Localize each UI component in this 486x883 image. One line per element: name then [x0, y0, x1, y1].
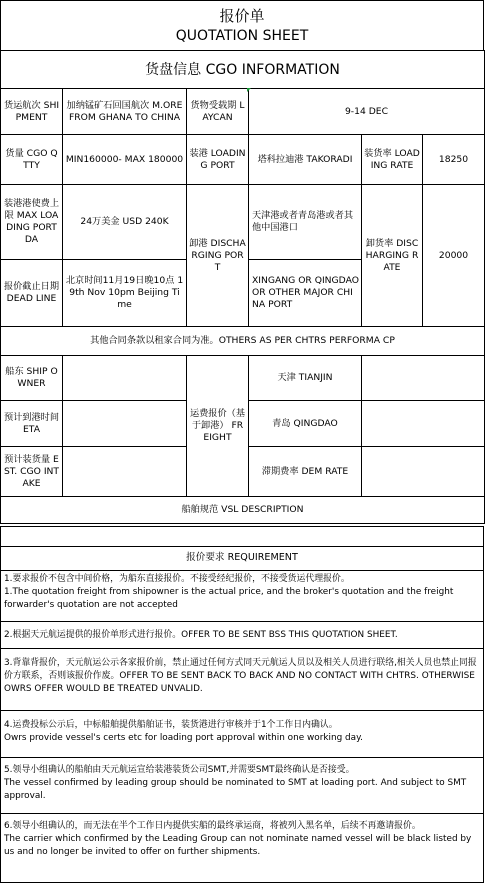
requirement-3: [0, 648, 484, 711]
port-da-value: 24万美金 USD 240K: [63, 185, 187, 260]
discharging-port-en: XINGANG OR QINGDAO OR OTHER MAJOR CHINA PORT: [249, 260, 362, 327]
deadline-label: 报价截止日期 DEAD LINE: [1, 260, 63, 327]
requirement-1: [0, 570, 484, 622]
discharging-rate-value: 20000: [423, 185, 485, 327]
loading-port-label: 装港 LOADING PORT: [187, 135, 249, 185]
discharging-port-cn: 天津港或者青岛港或者其他中国港口: [249, 185, 362, 260]
title-cn: 报价单: [219, 7, 265, 25]
dem-rate-value[interactable]: [362, 447, 485, 497]
shipment-label: 货运航次 SHIPMENT: [1, 89, 63, 135]
eta-value[interactable]: [63, 401, 187, 447]
tianjin-value[interactable]: [362, 356, 485, 401]
sheet-title: [0, 0, 484, 51]
qingdao-value[interactable]: [362, 401, 485, 447]
requirement-6: [0, 813, 484, 883]
requirement-4-en: Owrs provide vessel's certs etc for loading port approval within one working day.: [4, 733, 363, 743]
loading-rate-label: 装货率 LOADING RATE: [362, 135, 423, 185]
loading-rate-value: 18250: [423, 135, 485, 185]
title-en: QUOTATION SHEET: [175, 28, 309, 44]
requirement-4: [0, 710, 484, 758]
port-da-label: 装港港使费上限 MAX LOADING PORT DA: [1, 185, 63, 260]
requirement-1-cn: 1.要求报价不包含中间价格，为船东直接报价。不接受经纪报价，不接受货运代理报价。: [4, 574, 350, 584]
requirement-3-cn: 3.背靠背报价，天元航运公示各家报价前，禁止通过任何方式同天元航运人员以及相关人员进行联络,相关人员也禁止同报价方联系，否则该报价作废。OFFER TO BE SENT BACK TO BACK AND NO CONTACT WITH CHTRS. OTHERWISE OWRS OFFER WOULD BE TREATED UNVALID.: [4, 658, 477, 694]
requirement-6-en: The carrier which confirmed by the Leading Group can not nominate named vessel will be black listed by us and no longer be invited to offer on further shipments.: [4, 834, 472, 857]
requirement-2-cn: 2.根据天元航运提供的报价单形式进行报价。OFFER TO BE SENT BSS THIS QUOTATION SHEET.: [4, 630, 398, 640]
green-corner-marker: [247, 88, 251, 92]
discharging-rate-label: 卸货率 DISCHARGING RATE: [362, 185, 423, 327]
blank-row: [0, 526, 484, 547]
qtty-value: MIN160000- MAX 180000: [63, 135, 187, 185]
requirement-4-cn: 4.运费投标公示后，中标船舶提供船舶证书，装货港进行审核并于1个工作日内确认。: [4, 720, 338, 730]
qtty-label: 货量 CGO QTTY: [1, 135, 63, 185]
vsl-description: 船舶规范 VSL DESCRIPTION: [1, 497, 485, 524]
cargo-info-header: 货盘信息 CGO INFORMATION: [1, 51, 485, 89]
requirement-5: [0, 757, 484, 814]
est-intake-label: 预计装货量 EST. CGO INTAKE: [1, 447, 63, 497]
laycan-label: 货物受载期 LAYCAN: [187, 89, 249, 135]
est-intake-value[interactable]: [63, 447, 187, 497]
cargo-info-table: [0, 50, 485, 524]
requirement-5-cn: 5.领导小组确认的船舶由天元航运宣给装港装货公司SMT,并需要SMT最终确认是否接受。: [4, 765, 355, 775]
ship-owner-value[interactable]: [63, 356, 187, 401]
shipment-value: 加纳锰矿石回国航次 M.ORE FROM GHANA TO CHINA: [63, 89, 187, 135]
freight-label: 运费报价（基于卸港） FREIGHT: [187, 356, 249, 497]
other-terms: 其他合同条款以租家合同为准。OTHERS AS PER CHTRS PERFORMA CP: [1, 327, 485, 356]
requirement-1-en: 1.The quotation freight from shipowner is the actual price, and the broker's quotation and the freight forwarder's quotation are not accepted: [4, 587, 454, 610]
discharging-port-label: 卸港 DISCHARGING PORT: [187, 185, 249, 327]
requirement-5-en: The vessel confirmed by leading group should be nominated to SMT at loading port. And subject to SMT approval.: [4, 778, 467, 801]
deadline-value: 北京时间11月19日晚10点 19th Nov 10pm Beijing Time: [63, 260, 187, 327]
qingdao-label: 青岛 QINGDAO: [249, 401, 362, 447]
loading-port-value: 塔科拉迪港 TAKORADI: [249, 135, 362, 185]
tianjin-label: 天津 TIANJIN: [249, 356, 362, 401]
laycan-value: 9-14 DEC: [249, 89, 485, 135]
requirement-6-cn: 6.领导小组确认的，而无法在半个工作日内提供实船的最终承运商，将被列入黑名单，后续不再邀请报价。: [4, 821, 421, 831]
ship-owner-label: 船东 SHIP OWNER: [1, 356, 63, 401]
dem-rate-label: 滞期费率 DEM RATE: [249, 447, 362, 497]
requirement-header: 报价要求 REQUIREMENT: [0, 546, 484, 571]
requirement-2: [0, 621, 484, 649]
eta-label: 预计到港时间 ETA: [1, 401, 63, 447]
